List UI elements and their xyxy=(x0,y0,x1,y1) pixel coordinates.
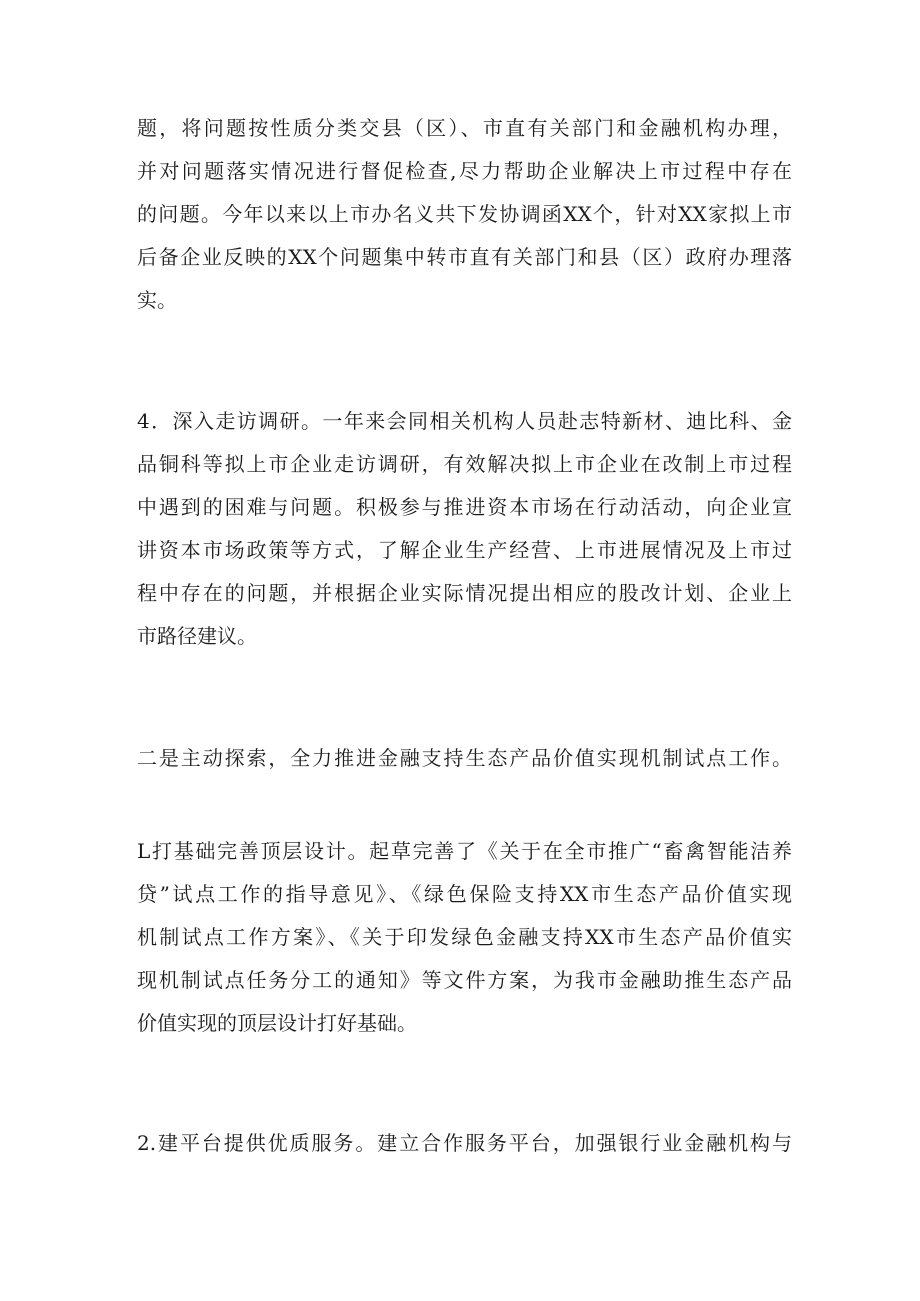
paragraph-section-2 xyxy=(137,737,792,780)
text-line: 现机制试点任务分工的通知》等文件方案，为我市金融助推生态产品 xyxy=(137,968,792,992)
text-line: 并对问题落实情况进行督促检查,尽力帮助企业解决上市过程中存在 xyxy=(137,159,792,183)
paragraph-item-4 xyxy=(137,400,792,658)
text-line: 贷”试点工作的指导意见》、《绿色保险支持XX市生态产品价值实现 xyxy=(137,882,792,906)
text-line: 程中存在的问题，并根据企业实际情况提出相应的股改计划、企业上 xyxy=(137,581,792,605)
text-line: 机制试点工作方案》、《关于印发绿色金融支持XX市生态产品价值实 xyxy=(137,925,792,949)
text-line: 品铜科等拟上市企业走访调研，有效解决拟上市企业在改制上市过程 xyxy=(137,452,792,476)
text-line: 实。 xyxy=(137,288,177,312)
paragraph-item-l xyxy=(137,830,792,1045)
text-line: 讲资本市场政策等方式，了解企业生产经营、上市进展情况及上市过 xyxy=(137,538,792,562)
text-line: 市路径建议。 xyxy=(137,624,257,648)
text-line: L打基础完善顶层设计。起草完善了《关于在全市推广“畜禽智能洁养 xyxy=(137,839,792,863)
text-line: 4．深入走访调研。一年来会同相关机构人员赴志特新材、迪比科、金 xyxy=(137,409,792,433)
paragraph-item-2 xyxy=(137,1122,792,1165)
text-line: 价值实现的顶层设计打好基础。 xyxy=(137,1011,417,1035)
paragraph-continuation xyxy=(137,107,792,322)
text-line: 中遇到的困难与问题。积极参与推进资本市场在行动活动，向企业宣 xyxy=(137,495,792,519)
text-line: 题，将问题按性质分类交县（区）、市直有关部门和金融机构办理， xyxy=(137,116,792,140)
section-heading: 二是主动探索，全力推进金融支持生态产品价值实现机制试点工作。 xyxy=(137,746,792,770)
text-line: 后备企业反映的XX个问题集中转市直有关部门和县（区）政府办理落 xyxy=(137,245,792,269)
text-line: 的问题。今年以来以上市办名义共下发协调函XX个，针对XX家拟上市 xyxy=(137,202,792,226)
text-line: 2.建平台提供优质服务。建立合作服务平台，加强银行业金融机构与 xyxy=(137,1131,792,1155)
